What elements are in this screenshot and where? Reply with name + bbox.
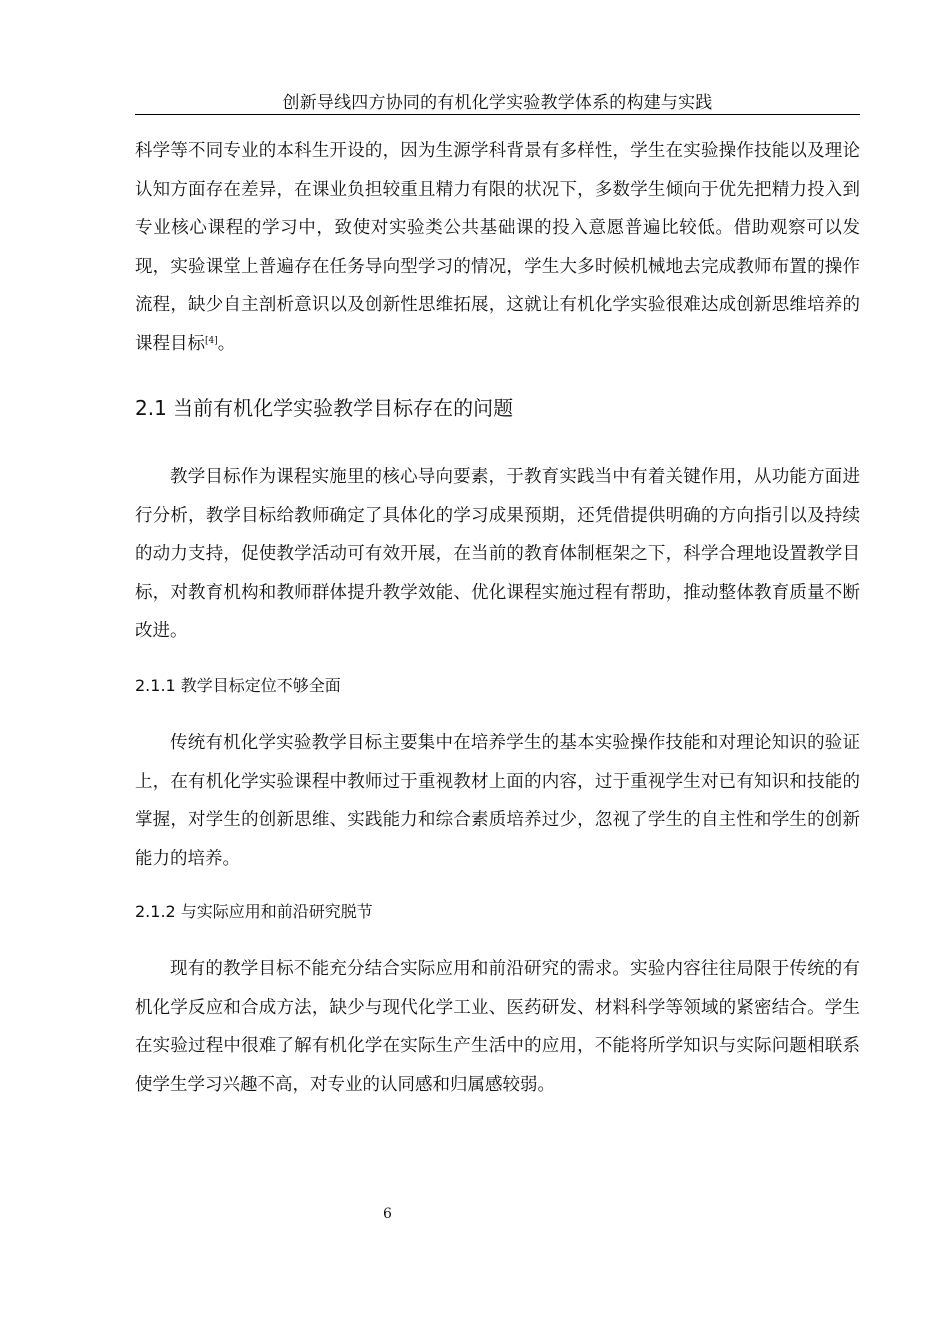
section-2-1-2-paragraph: 现有的教学目标不能充分结合实际应用和前沿研究的需求。实验内容往往局限于传统的有机化学反应和合成方法，缺少与现代化学工业、医药研发、材料科学等领域的紧密结合。学生在实验过程中很难了解有机化学在实际生产生活中的应用，不能将所学知识与实际问题相联系使学生学习兴趣不高，对专业的认同感和归属感较弱。 [135,959,860,1095]
section-heading-2-1: 2.1 当前有机化学实验教学目标存在的问题 [135,396,514,420]
section-2-1-paragraph: 教学目标作为课程实施里的核心导向要素，于教育实践当中有着关键作用，从功能方面进行分析，教学目标给教师确定了具体化的学习成果预期，还凭借提供明确的方向指引以及持续的动力支持，促使教学活动可有效开展，在当前的教育体制框架之下，科学合理地设置教学目标，对教育机构和教师群体提升教学效能、优化课程实施过程有帮助，推动整体教育质量不断改进。 [135,467,860,641]
page-number: 6 [383,1206,392,1222]
header-rule [135,114,860,115]
section-heading-2-1-2: 2.1.2 与实际应用和前沿研究脱节 [135,902,373,921]
section-2-1-1-paragraph: 传统有机化学实验教学目标主要集中在培养学生的基本实验操作技能和对理论知识的验证上，在有机化学实验课程中教师过于重视教材上面的内容，过于重视学生对已有知识和技能的掌握，对学生的创新思维、实践能力和综合素质培养过少，忽视了学生的自主性和学生的创新能力的培养。 [135,733,860,869]
running-header-title: 创新导线四方协同的有机化学实验教学体系的构建与实践 [282,93,713,113]
section-heading-2-1-1: 2.1.1 教学目标定位不够全面 [135,676,341,695]
continuation-paragraph [135,132,860,363]
continuation-paragraph-text: 科学等不同专业的本科生开设的，因为生源学科背景有多样性，学生在实验操作技能以及理论认知方面存在差异，在课业负担较重且精力有限的状况下，多数学生倾向于优先把精力投入到专业核心课程的学习中，致使对实验类公共基础课的投入意愿普遍比较低。借助观察可以发现，实验课堂上普遍存在任务导向型学习的情况，学生大多时候机械地去完成教师布置的操作流程，缺少自主剖析意识以及创新性思维拓展，这就让有机化学实验很难达成创新思维培养的课程目标 [135,141,860,354]
continuation-paragraph-ending: 。 [217,333,236,354]
citation-reference: [4] [205,335,218,346]
